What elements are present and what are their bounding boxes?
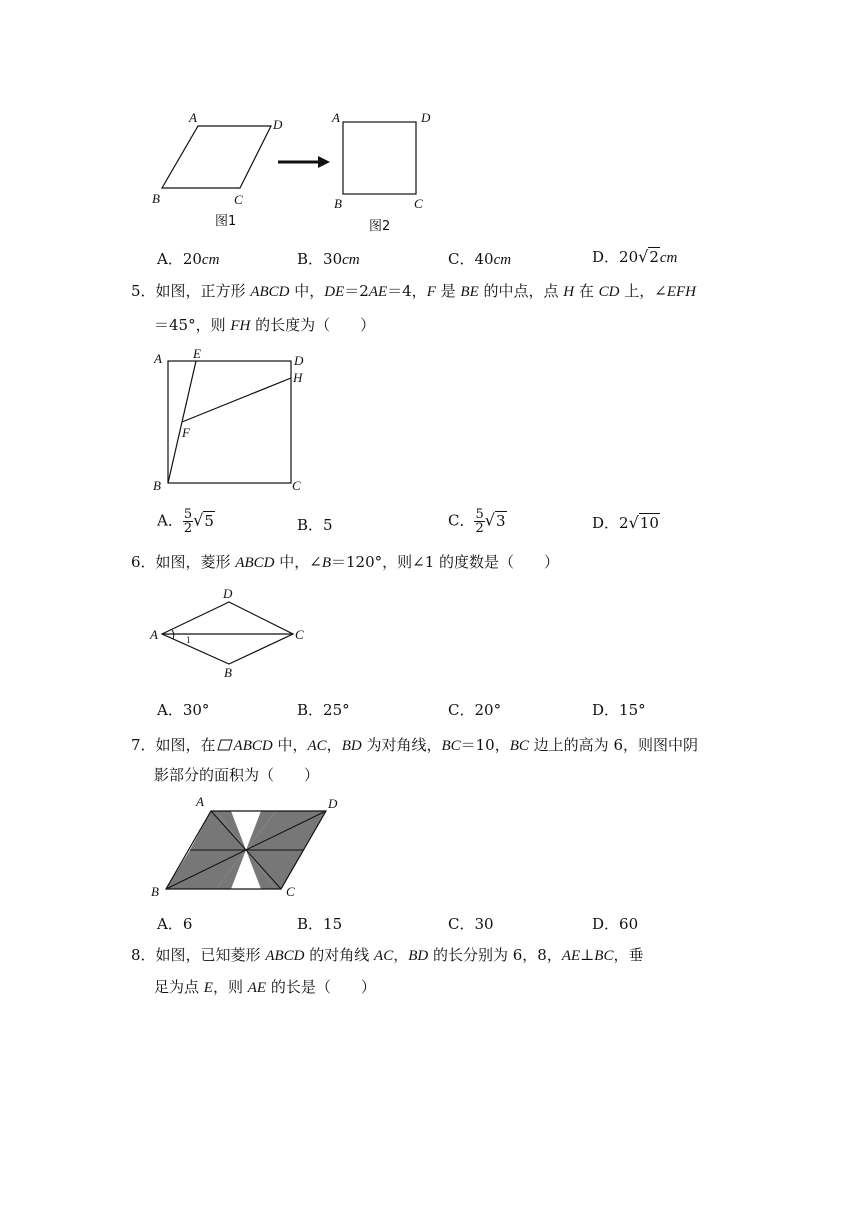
- q5-figure: [145, 345, 315, 495]
- q4-fig1-caption: 图1: [215, 214, 237, 229]
- q4-fig2-label-d: D: [421, 110, 431, 125]
- q7-option-c: C．30: [448, 915, 494, 933]
- q8-stem-line1: 8．如图，已知菱形 ABCD 的对角线 AC，BD 的长分别为 6，8，AE⊥BC，垂: [131, 946, 644, 964]
- q4-fig1-label-c: C: [234, 192, 243, 207]
- q4-fig2-label-c: C: [414, 196, 423, 211]
- q7-stem-line2: 影部分的面积为（ ）: [154, 766, 320, 784]
- q6-label-a: A: [150, 627, 158, 642]
- q6-option-a: A．30°: [157, 701, 210, 719]
- q6-option-b: B．25°: [297, 701, 350, 719]
- q6-label-b: B: [224, 665, 232, 680]
- q5-label-f: F: [182, 425, 190, 440]
- q4-fig1-rhombus: [162, 126, 271, 188]
- q5-square: [168, 361, 291, 483]
- q6-rhombus: [162, 602, 293, 664]
- q4-fig2-caption: 图2: [369, 219, 391, 234]
- q4-fig2-square: [343, 122, 416, 194]
- q4-fig2-label-b: B: [334, 196, 342, 211]
- q5-segment-fh: [182, 378, 291, 422]
- q5-label-d: D: [294, 353, 304, 368]
- q8-stem-line2: 足为点 E，则 AE 的长是（ ）: [154, 978, 376, 996]
- q6-label-d: D: [223, 586, 233, 601]
- q6-stem: 6．如图，菱形 ABCD 中，∠B＝120°，则∠1 的度数是（ ）: [131, 553, 560, 571]
- q4-option-a: A．20cm: [157, 250, 220, 268]
- q5-option-b: B．5: [297, 516, 333, 534]
- q4-fig1-label-a: A: [189, 110, 197, 125]
- q6-option-c: C．20°: [448, 701, 502, 719]
- q7-label-c: C: [286, 884, 295, 899]
- q5-option-c-fraction: $\frac{5}{2}$: [475, 507, 484, 536]
- q5-option-a-fraction: $\frac{5}{2}$: [183, 507, 193, 536]
- q4-fig1-label-d: D: [273, 117, 283, 132]
- q5-option-d: D．2√10: [592, 513, 659, 532]
- q7-option-a: A．6: [157, 915, 193, 933]
- q7-label-b: B: [151, 884, 159, 899]
- q6-label-c: C: [295, 627, 304, 642]
- q7-stem-line1: 7．如图，在 ABCD 中，AC，BD 为对角线，BC＝10，BC 边上的高为 6，则图中阴: [131, 736, 698, 754]
- q5-label-e: E: [193, 346, 201, 361]
- q4-option-c: C．40cm: [448, 250, 512, 268]
- q4-option-d: D．20√2cm: [592, 247, 678, 266]
- q5-stem-line1: 5．如图，正方形 ABCD 中，DE＝2AE＝4，F 是 BE 的中点，点 H 在 CD 上，∠EFH: [131, 282, 697, 300]
- q5-option-c: C． $\frac{5}{2}$ √3: [448, 507, 506, 536]
- q6-angle-label-1: 1: [186, 635, 191, 645]
- q4-option-b: B．30cm: [297, 250, 360, 268]
- q4-fig1-label-b: B: [152, 191, 160, 206]
- q7-label-a: A: [196, 794, 204, 809]
- q7-label-d: D: [328, 796, 338, 811]
- q5-stem-line2: ＝45°，则 FH 的长度为（ ）: [154, 316, 376, 334]
- q7-option-b: B．15: [297, 915, 343, 933]
- q4-arrow-head: [318, 156, 330, 168]
- q7-figure: [145, 793, 355, 903]
- q7-option-d: D．60: [592, 915, 639, 933]
- q6-option-d: D．15°: [592, 701, 646, 719]
- q5-label-b: B: [153, 478, 161, 493]
- q5-label-h: H: [293, 370, 303, 385]
- q5-option-a: A． $\frac{5}{2}$ √5: [157, 507, 214, 536]
- parallelogram-symbol-icon: [217, 739, 233, 751]
- q5-label-a: A: [154, 351, 162, 366]
- q5-label-c: C: [292, 478, 301, 493]
- q4-fig2-label-a: A: [332, 110, 340, 125]
- q6-figure: [145, 580, 315, 680]
- q4-figures: [140, 105, 460, 240]
